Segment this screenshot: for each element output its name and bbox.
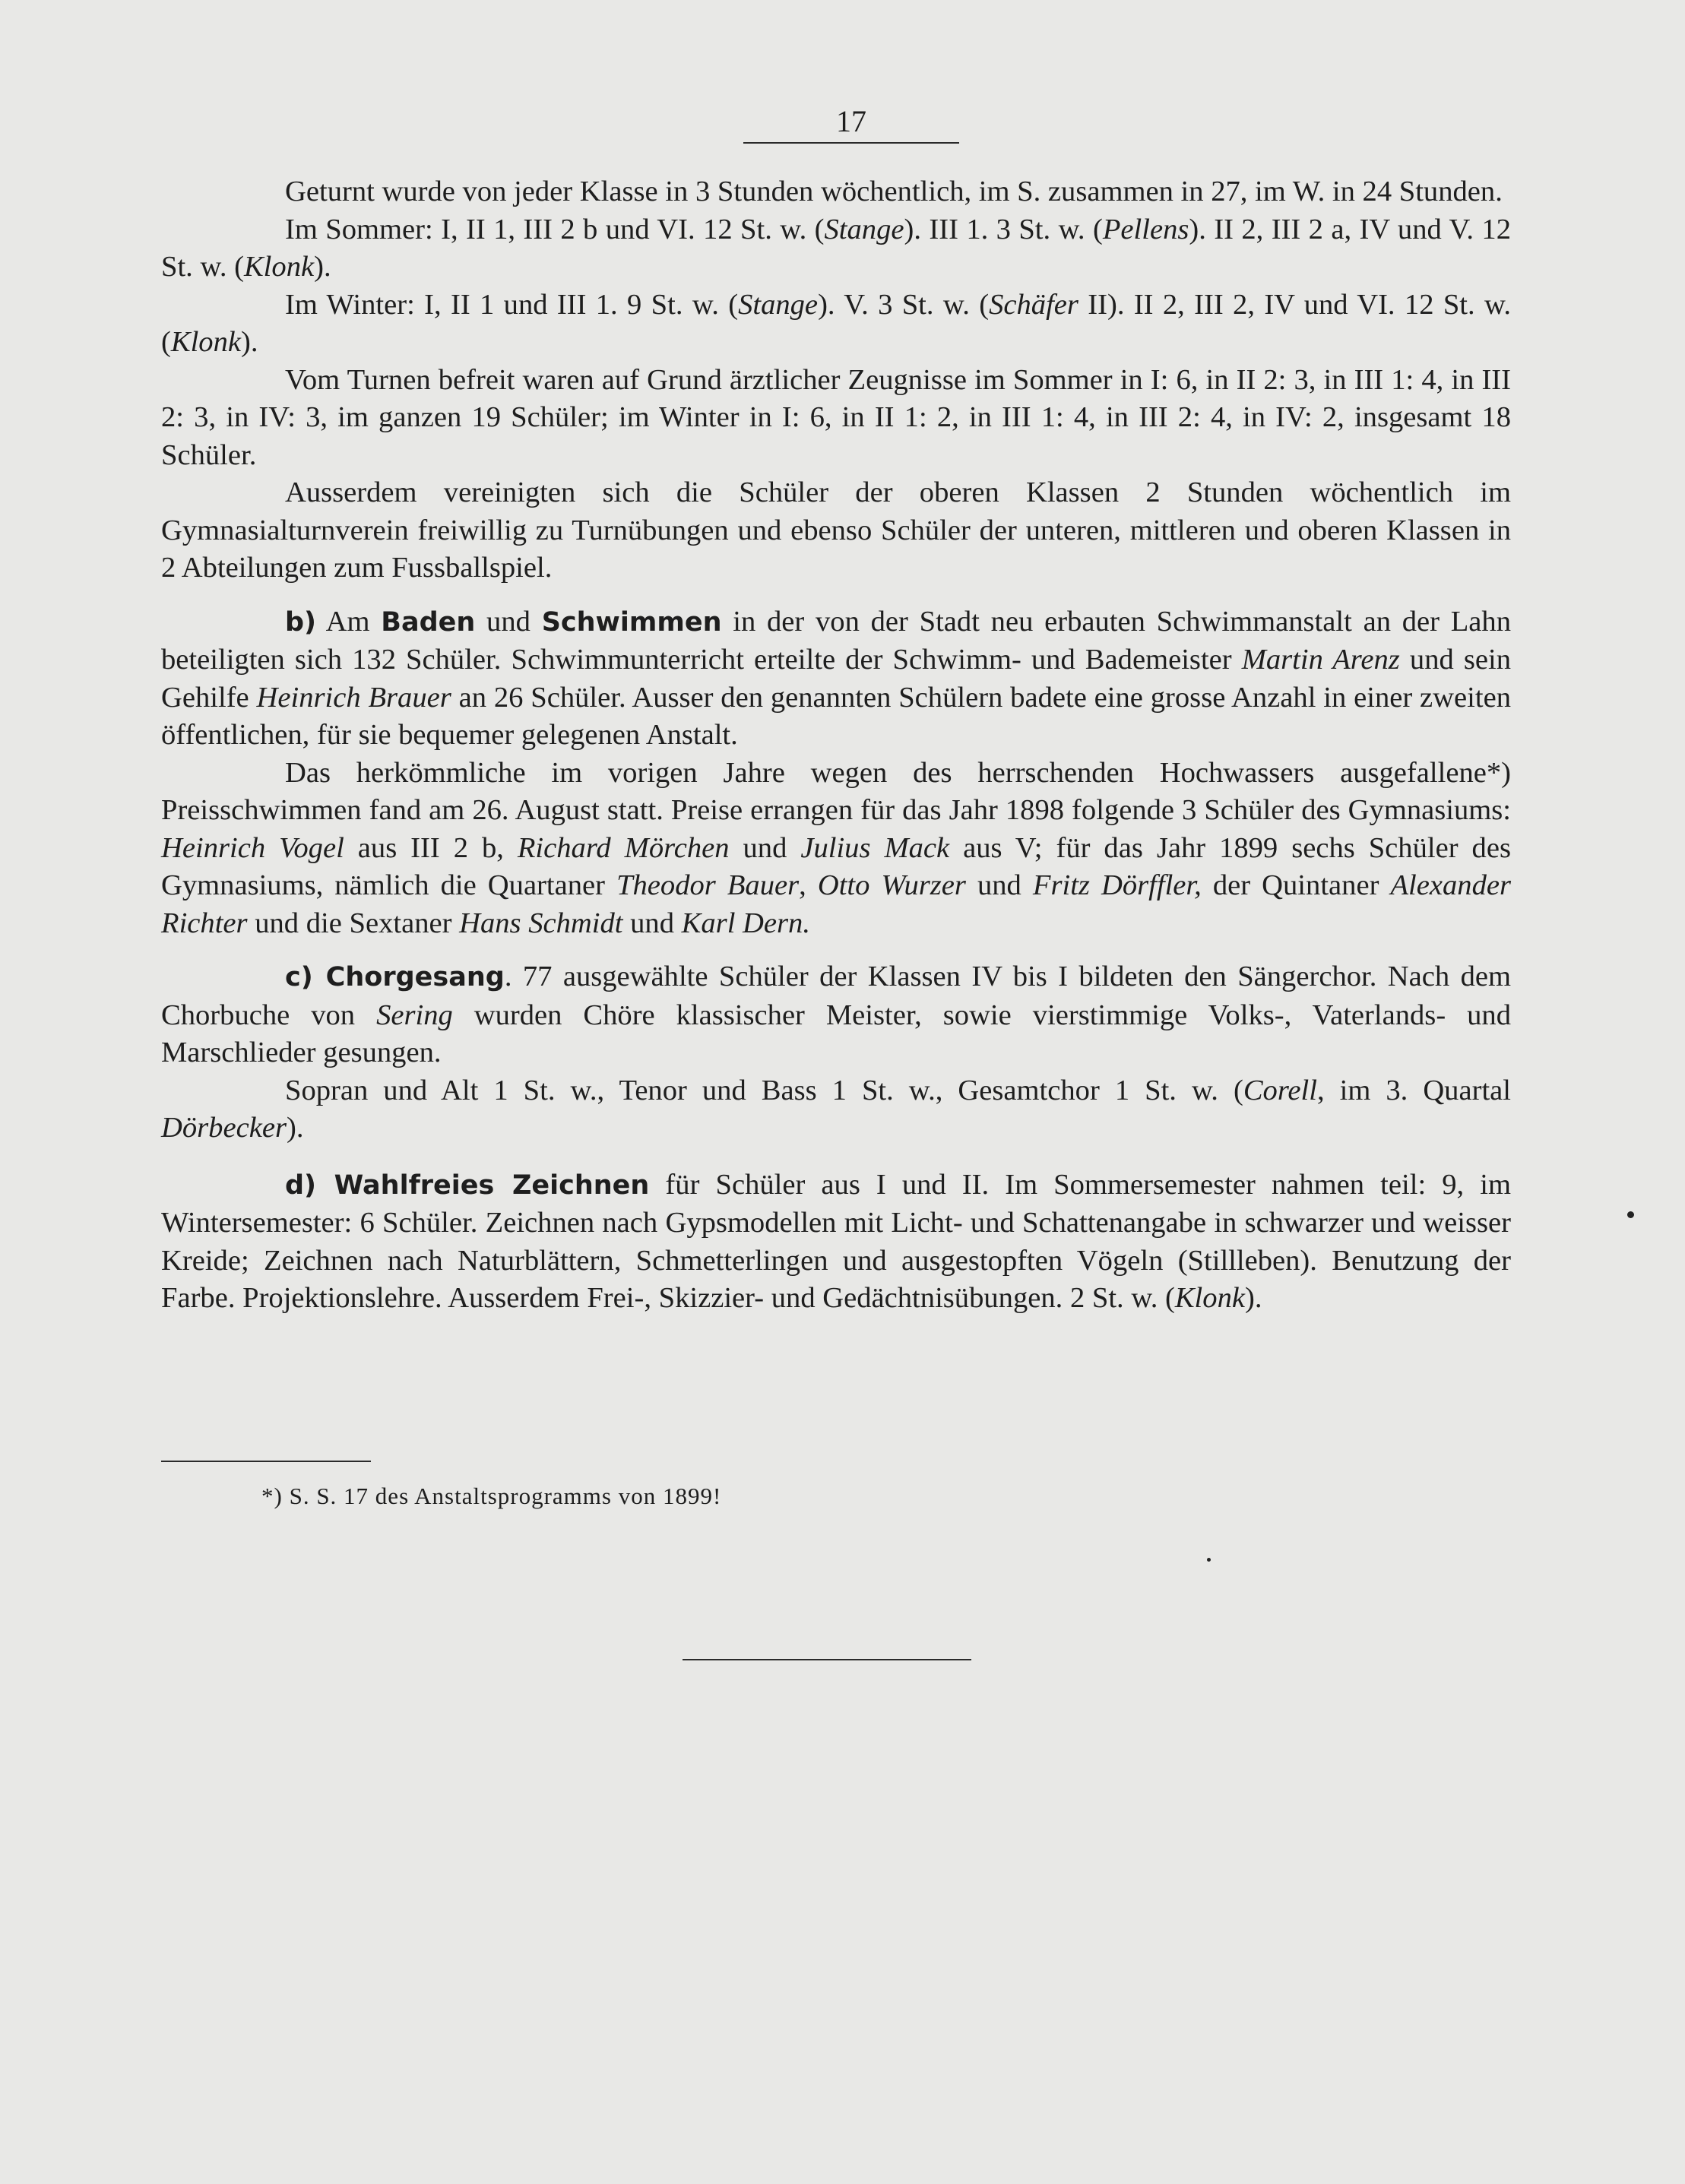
text-run: Sopran und Alt 1 St. w., Tenor und Bass 1 St. w., Gesamtchor 1 St. w. ( [285, 1074, 1243, 1106]
text-run: ). III 1. 3 St. w. ( [904, 213, 1103, 245]
paragraph [161, 603, 1511, 755]
italic-name: Sering [376, 999, 453, 1031]
text-run: für Schüler aus I und II. Im Sommersemester nahmen teil: 9, im Wintersemester: 6 Schüler. Zeichnen nach Gypsmodellen mit Licht- und Schattenangabe in schwarzer und weisser Kreide; Zeichnen nach Naturblättern, Schmetterlingen und ausgestopften Vögeln (Stillleben). Benutzung der Farbe. Projektionslehre. Ausserdem Frei-, Skizzier- und Gedächtnisübungen. 2 St. w. ( [161, 1168, 1511, 1314]
text-run: ). II 2, III 2 a, IV und V. 12 St. w. ( [161, 213, 1511, 283]
paragraph [161, 755, 1511, 943]
text-run: Im Sommer: I, II 1, III 2 b und VI. 12 St. w. ( [285, 213, 825, 245]
italic-name: Richard Mörchen [517, 831, 730, 864]
italic-name: Klonk [170, 326, 242, 358]
section-heading: c) Chorgesang [285, 962, 505, 992]
italic-name: Martin Arenz [1241, 644, 1400, 676]
italic-name: Stange [738, 288, 819, 321]
text-run: und [729, 831, 801, 864]
italic-name: Hans Schmidt [459, 907, 623, 939]
text-run: ). [286, 1112, 304, 1144]
paragraph [161, 958, 1511, 1072]
paragraph [161, 1072, 1511, 1147]
italic-name: Pellens [1102, 213, 1189, 245]
section-heading: b) [285, 606, 317, 638]
text-run: Am [316, 605, 382, 638]
text-run: an 26 Schüler. Ausser den genannten Schülern badete eine grosse Anzahl in einer zweiten öffentlichen, für sie bequemer gelegenen Anstalt. [161, 681, 1511, 751]
header-rule [743, 142, 959, 144]
italic-name: Theodor Bauer [616, 869, 800, 901]
paragraph [161, 211, 1511, 286]
italic-name: Corell [1243, 1074, 1317, 1106]
text-run: Das herkömmliche im vorigen Jahre wegen des herrschenden Hochwassers ausgefallene*) Preisschwimmen fand am 26. August statt. Preise errangen für das Jahr 1898 folgende 3 Schüler des Gymnasiums: [161, 756, 1511, 826]
scan-speck [1207, 1558, 1211, 1562]
paragraph [161, 474, 1511, 587]
text-run: ). [314, 251, 331, 283]
text-run: Im Winter: I, II 1 und III 1. 9 St. w. ( [285, 288, 739, 321]
text-run: ). [1244, 1282, 1262, 1314]
section-heading: Schwimmen [541, 606, 722, 638]
italic-name: Heinrich Brauer [256, 681, 451, 714]
text-run: der Quintaner [1201, 869, 1391, 901]
text-run: in der von der Stadt neu erbauten Schwimmanstalt an der Lahn beteiligten sich 132 Schüler. Schwimmunterricht erteilte der Schwimm- und Bademeister [161, 605, 1512, 676]
italic-name: Julius Mack [800, 831, 950, 864]
text-run: wurden Chöre klassischer Meister, sowie vierstimmige Volks-, Vaterlands- und Marschlieder gesungen. [161, 999, 1511, 1068]
scan-speck [1627, 1211, 1634, 1218]
italic-name: Klonk [1174, 1282, 1245, 1314]
text-run: und die Sextaner [247, 907, 460, 939]
text-run: ). V. 3 St. w. ( [818, 288, 990, 321]
text-run: und sein Gehilfe [161, 644, 1511, 714]
italic-name: Fritz Dörffler, [1032, 869, 1202, 901]
text-run: und [475, 605, 542, 638]
page-number: 17 [836, 104, 866, 138]
paragraph [161, 286, 1511, 362]
italic-name: Schäfer [989, 288, 1078, 321]
italic-name: Heinrich Vogel [161, 831, 344, 864]
footnote: *) S. S. 17 des Anstaltsprogramms von 1899! [261, 1483, 722, 1509]
text-run: ). [241, 326, 258, 358]
section-heading: Baden [381, 606, 476, 638]
paragraph [161, 362, 1511, 475]
end-rule [683, 1659, 971, 1660]
text-run: und [622, 907, 682, 939]
paragraph [161, 1166, 1511, 1318]
body-text [161, 173, 1511, 1318]
text-run: aus III 2 b, [344, 831, 518, 864]
section-heading: d) Wahlfreies Zeichnen [285, 1170, 650, 1201]
text-run: Vom Turnen befreit waren auf Grund ärztlicher Zeugnisse im Sommer in I: 6, in II 2: 3, in III 1: 4, in III 2: 3, in IV: 3, im ganzen 19 Schüler; im Winter in I: 6, in II 1: 2, in III 1: 4, in III 2: 4, in IV: 2, insgesamt 18 Schüler. [161, 363, 1511, 471]
text-run: Ausserdem vereinigten sich die Schüler der oberen Klassen 2 Stunden wöchentlich im Gymnasialturnverein freiwillig zu Turnübungen und ebenso Schüler der unteren, mittleren und oberen Klassen in 2 Abteilungen zum Fussballspiel. [161, 476, 1511, 584]
text-run: und [965, 869, 1033, 901]
text-run: . 77 ausgewählte Schüler der Klassen IV bis I bildeten den Sängerchor. Nach dem Chorbuche von [161, 961, 1511, 1031]
italic-name: Otto Wurzer [817, 869, 966, 901]
paragraph [161, 173, 1511, 211]
italic-name: Alexander Richter [161, 869, 1512, 939]
text-run: , im 3. Quartal [1316, 1074, 1511, 1106]
italic-name: Dörbecker [161, 1112, 287, 1144]
italic-name: Karl Dern. [681, 907, 810, 939]
text-run: II). II 2, III 2, IV und VI. 12 St. w. ( [161, 288, 1512, 358]
italic-name: Klonk [243, 251, 315, 283]
text-run: , [799, 869, 818, 901]
footnote-rule [161, 1461, 371, 1462]
text-run: aus V; für das Jahr 1899 sechs Schüler des Gymnasiums, nämlich die Quartaner [161, 831, 1511, 901]
italic-name: Stange [824, 213, 904, 245]
text-run: Geturnt wurde von jeder Klasse in 3 Stunden wöchentlich, im S. zusammen in 27, im W. in 24 Stunden. [285, 176, 1503, 207]
